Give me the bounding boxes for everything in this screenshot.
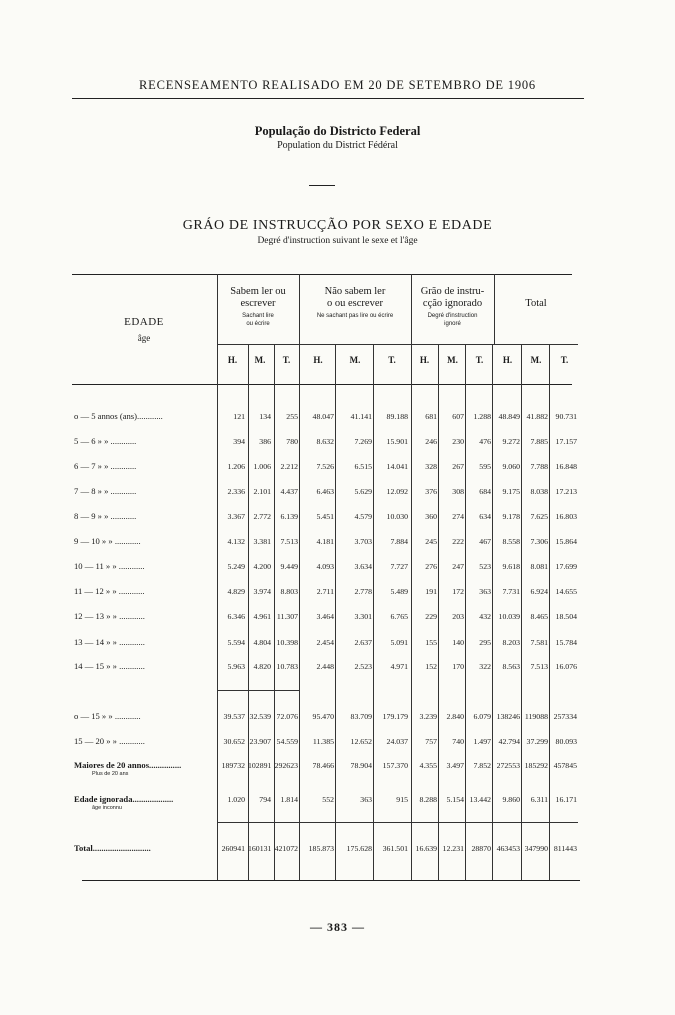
table-cell: 138246 <box>496 712 520 721</box>
row-label: o — 5 annos (ans)............ <box>74 411 163 421</box>
table-cell: 13.442 <box>469 795 491 804</box>
table-cell: 10.398 <box>276 638 298 647</box>
table-top-rule <box>72 274 572 275</box>
table-cell: 360 <box>425 512 437 521</box>
section-rule <box>217 822 578 823</box>
row-header-edade: EDADE <box>124 316 164 328</box>
table-cell: 102891 <box>248 761 272 770</box>
table-cell: 245 <box>425 537 437 546</box>
table-cell: 4.355 <box>419 761 437 770</box>
table-cell: 6.346 <box>227 612 245 621</box>
table-cell: 89.188 <box>386 412 408 421</box>
table-cell: 7.513 <box>280 537 298 546</box>
table-cell: 10.030 <box>386 512 408 521</box>
row-label: 5 — 6 » » ............ <box>74 436 137 446</box>
table-cell: 4.804 <box>253 638 271 647</box>
table-cell: 16.639 <box>415 844 437 853</box>
table-cell: 7.581 <box>530 638 548 647</box>
table-cell: 8.081 <box>530 562 548 571</box>
table-cell: 7.788 <box>530 462 548 471</box>
group-header-4-title: Total <box>525 298 547 309</box>
short-rule <box>309 185 335 186</box>
table-cell: 7.852 <box>473 761 491 770</box>
table-cell: 4.093 <box>316 562 334 571</box>
table-cell: 14.041 <box>386 462 408 471</box>
table-cell: 361.501 <box>382 844 408 853</box>
table-cell: 2.448 <box>316 662 334 671</box>
table-cell: 24.037 <box>386 737 408 746</box>
table-cell: 634 <box>479 512 491 521</box>
row-sublabel: âge inconnu <box>92 805 122 811</box>
sub-header: M. <box>349 355 361 365</box>
sub-header: M. <box>254 355 266 365</box>
table-cell: 6.139 <box>280 512 298 521</box>
table-cell: 757 <box>425 737 437 746</box>
table-cell: 1.814 <box>280 795 298 804</box>
table-cell: 5.489 <box>390 587 408 596</box>
table-cell: 247 <box>452 562 464 571</box>
table-cell: 7.306 <box>530 537 548 546</box>
table-cell: 179.179 <box>382 712 408 721</box>
table-cell: 8.803 <box>280 587 298 596</box>
table-cell: 347990 <box>524 844 548 853</box>
table-cell: 6.079 <box>473 712 491 721</box>
table-cell: 5.451 <box>316 512 334 521</box>
table-cell: 363 <box>479 587 491 596</box>
table-cell: 2.454 <box>316 638 334 647</box>
group-header-2-title: Não sabem ler <box>324 286 386 297</box>
table-cell: 2.523 <box>354 662 372 671</box>
table-cell: 463453 <box>496 844 520 853</box>
table-cell: 2.637 <box>354 638 372 647</box>
group-header-3-french-line2: ignoré <box>444 321 461 327</box>
table-cell: 185292 <box>524 761 548 770</box>
table-cell: 9.860 <box>502 795 520 804</box>
row-label: 7 — 8 » » ............ <box>74 486 137 496</box>
table-cell: 476 <box>479 437 491 446</box>
table-cell: 376 <box>425 487 437 496</box>
table-cell: 157.370 <box>382 761 408 770</box>
table-cell: 4.829 <box>227 587 245 596</box>
table-cell: 8.288 <box>419 795 437 804</box>
table-cell: 1.006 <box>253 462 271 471</box>
table-cell: 6.924 <box>530 587 548 596</box>
table-cell: 17.157 <box>555 437 577 446</box>
table-cell: 2.711 <box>316 587 334 596</box>
group-header-1-french: Sachant lire <box>242 313 274 319</box>
table-cell: 10.783 <box>276 662 298 671</box>
table-cell: 4.181 <box>316 537 334 546</box>
table-cell: 17.213 <box>555 487 577 496</box>
column-rule <box>492 344 493 880</box>
table-cell: 276 <box>425 562 437 571</box>
table-bottom-rule <box>82 880 580 881</box>
row-label: o — 15 » » ............ <box>74 711 141 721</box>
sub-header: T. <box>388 355 396 365</box>
table-cell: 191 <box>425 587 437 596</box>
group-header-2-french: Ne sachant pas lire ou écrire <box>316 313 394 319</box>
table-cell: 246 <box>425 437 437 446</box>
sub-header: T. <box>282 355 291 365</box>
table-cell: 54.559 <box>276 737 298 746</box>
table-cell: 41.882 <box>526 412 548 421</box>
row-label: 15 — 20 » » ............ <box>74 736 145 746</box>
table-cell: 457845 <box>553 761 577 770</box>
table-cell: 5.249 <box>227 562 245 571</box>
table-cell: 16.171 <box>555 795 577 804</box>
table-cell: 4.200 <box>253 562 271 571</box>
subtitle-fr: Degré d'instruction suivant le sexe et l'âge <box>257 236 418 246</box>
table-cell: 780 <box>286 437 298 446</box>
table-cell: 18.504 <box>555 612 577 621</box>
group-header-3-title-line2: cção ignorado <box>422 298 483 309</box>
table-cell: 3.974 <box>253 587 271 596</box>
table-cell: 203 <box>452 612 464 621</box>
table-cell: 3.703 <box>354 537 372 546</box>
table-cell: 3.239 <box>419 712 437 721</box>
table-cell: 5.154 <box>446 795 464 804</box>
row-header-age: âge <box>137 333 151 343</box>
table-header-rule <box>72 384 572 385</box>
table-cell: 80.093 <box>555 737 577 746</box>
table-cell: 1.497 <box>473 737 491 746</box>
table-cell: 7.727 <box>390 562 408 571</box>
group-header-1-french-line2: ou écrire <box>246 321 270 327</box>
sub-header: H. <box>502 355 513 365</box>
table-cell: 41.141 <box>350 412 372 421</box>
table-cell: 48.849 <box>498 412 520 421</box>
sub-header: T. <box>560 355 569 365</box>
table-cell: 119088 <box>524 712 548 721</box>
group-header-3-title: Grão de instru- <box>420 286 485 297</box>
row-label: 6 — 7 » » ............ <box>74 461 137 471</box>
title-fr: Population du District Fédéral <box>277 140 398 151</box>
table-cell: 915 <box>396 795 408 804</box>
table-cell: 90.731 <box>555 412 577 421</box>
table-cell: 32.539 <box>249 712 271 721</box>
table-cell: 6.765 <box>390 612 408 621</box>
table-cell: 16.803 <box>555 512 577 521</box>
table-cell: 322 <box>479 662 491 671</box>
table-cell: 7.526 <box>316 462 334 471</box>
table-cell: 8.465 <box>530 612 548 621</box>
table-cell: 6.311 <box>530 795 548 804</box>
table-cell: 272553 <box>496 761 520 770</box>
table-cell: 12.092 <box>386 487 408 496</box>
table-cell: 1.206 <box>227 462 245 471</box>
table-cell: 72.076 <box>276 712 298 721</box>
title-pt: População do Districto Federal <box>254 124 421 138</box>
table-cell: 8.563 <box>502 662 520 671</box>
sub-header: H. <box>227 355 238 365</box>
table-cell: 328 <box>425 462 437 471</box>
table-cell: 260941 <box>221 844 245 853</box>
table-cell: 12.231 <box>442 844 464 853</box>
table-cell: 1.020 <box>227 795 245 804</box>
table-cell: 229 <box>425 612 437 621</box>
table-cell: 4.961 <box>253 612 271 621</box>
table-cell: 3.381 <box>253 537 271 546</box>
table-cell: 2.778 <box>354 587 372 596</box>
section-rule <box>217 690 299 691</box>
running-head: RECENSEAMENTO REALISADO EM 20 DE SETEMBRO DE 1906 <box>139 78 536 92</box>
table-cell: 7.625 <box>530 512 548 521</box>
table-cell: 7.884 <box>390 537 408 546</box>
table-cell: 9.449 <box>280 562 298 571</box>
table-cell: 95.470 <box>312 712 334 721</box>
column-rule <box>217 274 218 880</box>
column-rule <box>373 344 374 880</box>
table-cell: 4.437 <box>280 487 298 496</box>
table-cell: 175.628 <box>346 844 372 853</box>
table-cell: 3.634 <box>354 562 372 571</box>
table-cell: 78.466 <box>312 761 334 770</box>
table-cell: 6.463 <box>316 487 334 496</box>
table-cell: 17.699 <box>555 562 577 571</box>
sub-header: M. <box>530 355 542 365</box>
table-cell: 2.840 <box>446 712 464 721</box>
row-label: Maiores de 20 annos............... <box>74 760 182 770</box>
row-label: 12 — 13 » » ............ <box>74 611 145 621</box>
table-cell: 9.618 <box>502 562 520 571</box>
table-cell: 432 <box>479 612 491 621</box>
group-header-rule <box>217 344 578 345</box>
table-cell: 121 <box>233 412 245 421</box>
table-cell: 222 <box>452 537 464 546</box>
group-header-2-title-line2: o ou escrever <box>327 298 383 309</box>
sub-header: H. <box>419 355 430 365</box>
table-cell: 9.175 <box>502 487 520 496</box>
table-cell: 152 <box>425 662 437 671</box>
table-cell: 1.288 <box>473 412 491 421</box>
table-cell: 15.784 <box>555 638 577 647</box>
table-cell: 5.091 <box>390 638 408 647</box>
row-label: 8 — 9 » » ............ <box>74 511 137 521</box>
column-rule <box>465 344 466 880</box>
page-number: — 383 — <box>310 920 365 934</box>
table-cell: 230 <box>452 437 464 446</box>
row-label: 10 — 11 » » ............ <box>74 561 145 571</box>
table-cell: 140 <box>452 638 464 647</box>
table-cell: 552 <box>322 795 334 804</box>
row-label: 11 — 12 » » ............ <box>74 586 145 596</box>
table-cell: 5.594 <box>227 638 245 647</box>
table-cell: 12.652 <box>350 737 372 746</box>
subtitle-pt: GRÁO DE INSTRUCÇÃO POR SEXO E EDADE <box>182 218 493 233</box>
table-cell: 83.709 <box>350 712 372 721</box>
row-label: 9 — 10 » » ............ <box>74 536 141 546</box>
table-cell: 421072 <box>274 844 298 853</box>
table-cell: 794 <box>259 795 271 804</box>
column-rule <box>299 274 300 880</box>
table-cell: 37.299 <box>526 737 548 746</box>
row-label: Total........................... <box>74 843 151 853</box>
table-cell: 134 <box>259 412 271 421</box>
group-header-1-title-line2: escrever <box>240 298 276 309</box>
table-cell: 363 <box>360 795 372 804</box>
table-cell: 16.076 <box>555 662 577 671</box>
column-rule <box>438 344 439 880</box>
table-cell: 170 <box>452 662 464 671</box>
table-cell: 11.385 <box>312 737 334 746</box>
table-cell: 811443 <box>553 844 577 853</box>
table-cell: 3.301 <box>354 612 372 621</box>
table-cell: 9.060 <box>502 462 520 471</box>
row-sublabel: Plus de 20 ans <box>92 771 129 777</box>
table-cell: 42.794 <box>498 737 520 746</box>
table-cell: 292623 <box>274 761 298 770</box>
sub-header: H. <box>313 355 323 365</box>
table-cell: 740 <box>452 737 464 746</box>
table-cell: 185.873 <box>308 844 334 853</box>
table-cell: 15.901 <box>386 437 408 446</box>
table-cell: 172 <box>452 587 464 596</box>
row-label: Edade ignorada................... <box>74 794 174 804</box>
table-cell: 9.272 <box>502 437 520 446</box>
table-cell: 2.101 <box>253 487 271 496</box>
table-cell: 4.132 <box>227 537 245 546</box>
table-cell: 684 <box>479 487 491 496</box>
table-cell: 7.885 <box>530 437 548 446</box>
table-cell: 16.848 <box>555 462 577 471</box>
table-cell: 6.515 <box>354 462 372 471</box>
table-cell: 523 <box>479 562 491 571</box>
table-cell: 595 <box>479 462 491 471</box>
table-cell: 11.307 <box>276 612 298 621</box>
table-cell: 308 <box>452 487 464 496</box>
group-header-1-title: Sabem ler ou <box>230 286 286 297</box>
table-cell: 295 <box>479 638 491 647</box>
column-rule <box>335 344 336 880</box>
table-cell: 257334 <box>553 712 577 721</box>
table-cell: 4.820 <box>253 662 271 671</box>
table-cell: 5.629 <box>354 487 372 496</box>
group-header-3-french: Degré d'instruction <box>427 313 478 319</box>
table-cell: 4.579 <box>354 512 372 521</box>
column-rule <box>521 344 522 880</box>
table-cell: 607 <box>452 412 464 421</box>
sub-header: T. <box>475 355 484 365</box>
table-cell: 30.652 <box>223 737 245 746</box>
table-cell: 7.731 <box>502 587 520 596</box>
row-label: 14 — 15 » » ............ <box>74 661 145 671</box>
sub-header: M. <box>447 355 458 365</box>
table-cell: 9.178 <box>502 512 520 521</box>
table-cell: 48.047 <box>312 412 334 421</box>
table-cell: 3.464 <box>316 612 334 621</box>
table-cell: 189732 <box>221 761 245 770</box>
table-cell: 8.632 <box>316 437 334 446</box>
table-cell: 394 <box>233 437 245 446</box>
table-cell: 39.537 <box>223 712 245 721</box>
table-cell: 8.558 <box>502 537 520 546</box>
table-cell: 3.497 <box>446 761 464 770</box>
running-head-rule <box>72 98 584 99</box>
table-cell: 5.963 <box>227 662 245 671</box>
row-label: 13 — 14 » » ............ <box>74 637 145 647</box>
table-cell: 2.336 <box>227 487 245 496</box>
table-cell: 78.904 <box>350 761 372 770</box>
column-rule <box>549 344 550 880</box>
table-cell: 267 <box>452 462 464 471</box>
table-cell: 10.039 <box>498 612 520 621</box>
table-cell: 7.269 <box>354 437 372 446</box>
table-cell: 15.864 <box>555 537 577 546</box>
table-cell: 7.513 <box>530 662 548 671</box>
table-cell: 28870 <box>471 844 491 853</box>
table-cell: 4.971 <box>390 662 408 671</box>
table-cell: 8.038 <box>530 487 548 496</box>
table-cell: 386 <box>259 437 271 446</box>
table-cell: 160131 <box>248 844 272 853</box>
table-cell: 3.367 <box>227 512 245 521</box>
table-cell: 2.772 <box>253 512 271 521</box>
table-cell: 14.655 <box>555 587 577 596</box>
table-cell: 681 <box>425 412 437 421</box>
table-cell: 2.212 <box>280 462 298 471</box>
table-cell: 274 <box>452 512 464 521</box>
table-cell: 155 <box>425 638 437 647</box>
table-cell: 255 <box>286 412 298 421</box>
table-cell: 8.203 <box>502 638 520 647</box>
table-cell: 23.907 <box>249 737 271 746</box>
table-cell: 467 <box>479 537 491 546</box>
